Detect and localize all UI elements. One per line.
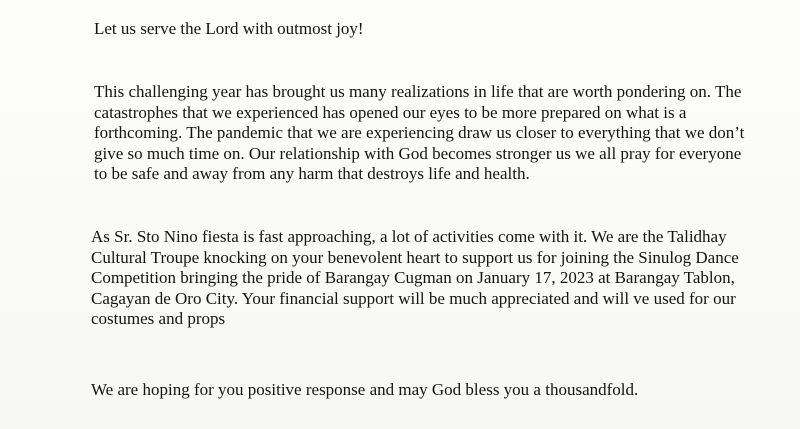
paragraph-line: costumes and props: [91, 309, 226, 328]
paragraph-line: Competition bringing the pride of Barangay Cugman on January 17, 2023 at Barangay Tablon,: [91, 268, 735, 287]
paragraph-line: Cultural Troupe knocking on your benevolent heart to support us for joining the Sinulog Dance: [91, 247, 739, 267]
paragraph-line: As Sr. Sto Nino fiesta is fast approaching, a lot of activities come with it. We are the Talidhay: [91, 227, 727, 246]
paragraph-line: give so much time on. Our relationship with God becomes stronger us we all pray for everyone: [94, 143, 742, 163]
paragraph-line: Cagayan de Oro City. Your financial support will be much appreciated and will ve used for our: [91, 288, 736, 308]
paragraph-line: to be safe and away from any harm that destroys life and health.: [94, 164, 530, 183]
paragraph-realizations: [94, 82, 784, 185]
paragraph-fiesta-request: [91, 227, 791, 330]
paragraph-line: This challenging year has brought us many realizations in life that are worth pondering on. The: [94, 82, 742, 101]
closing-blessing: We are hoping for you positive response and may God bless you a thousandfold.: [91, 380, 639, 399]
paragraph-line: forthcoming. The pandemic that we are experiencing draw us closer to everything that we don’t: [94, 123, 745, 142]
salutation: Let us serve the Lord with outmost joy!: [94, 19, 364, 38]
paragraph-line: catastrophes that we experienced has opened our eyes to be more prepared on what is a: [94, 102, 687, 122]
